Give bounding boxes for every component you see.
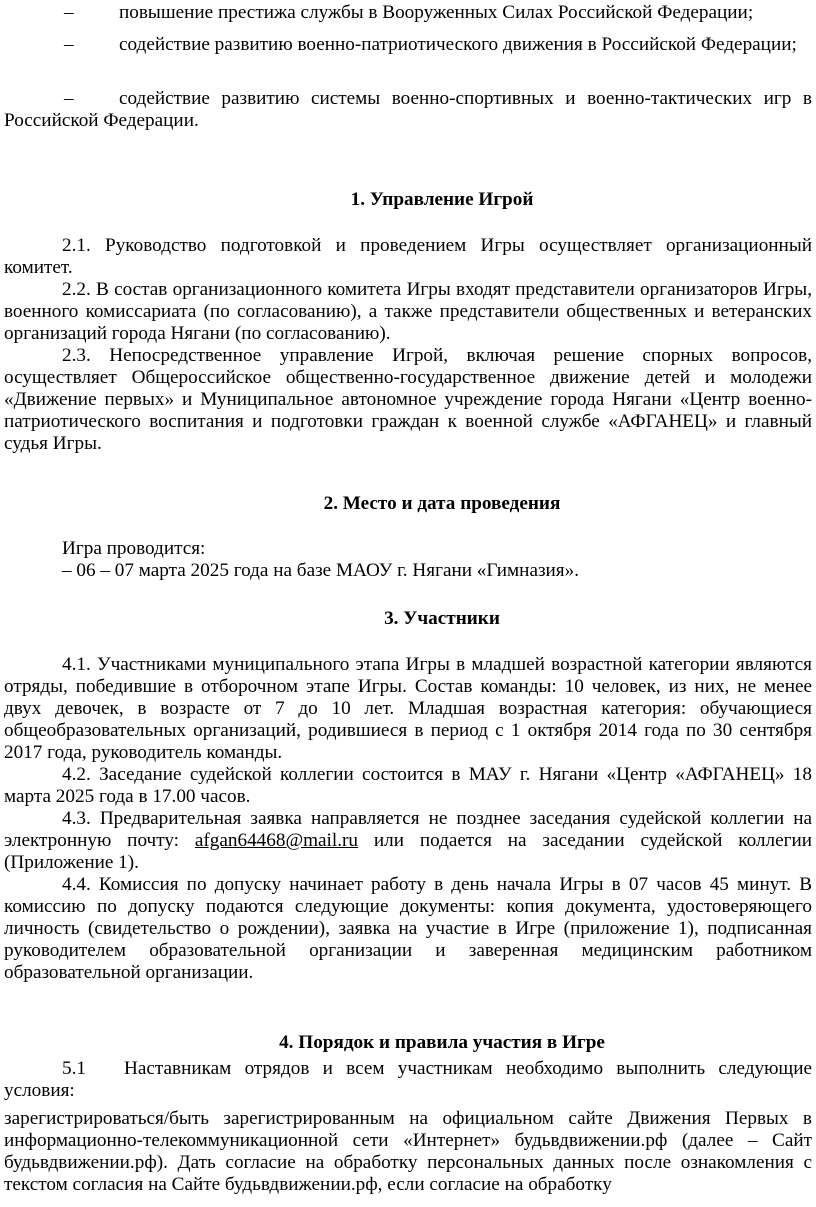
bullet-text: содействие развитию системы военно-спортивных и военно-тактических игр в Российской Федерации. — [4, 88, 812, 131]
paragraph-5-1-text: Наставникам отрядов и всем участникам необходимо выполнить следующие условия: — [4, 1058, 812, 1101]
bullet-text: содействие развитию военно-патриотического движения в Российской Федерации; — [119, 34, 797, 55]
email-link[interactable]: afgan64468@mail.ru — [194, 830, 358, 851]
bullet-dash: – — [64, 34, 74, 55]
section-management-body — [4, 235, 812, 455]
bullet-dash: – — [64, 2, 74, 23]
place-date-line: – 06 – 07 марта 2025 года на базе МАОУ г. Нягани «Гимназия». — [62, 560, 580, 581]
paragraph-2-2: 2.2. В состав организационного комитета Игры входят представители организаторов Игры, военного комиссариата (по согласованию), а также представители общественных и ветеранских организаций города Нягани (по согласованию). — [4, 279, 812, 344]
bullet-item — [4, 88, 812, 132]
bullet-text: повышение престижа службы в Вооруженных Силах Российской Федерации; — [119, 2, 754, 23]
paragraph-4-3-text: 4.3. Предварительная заявка направляется не позднее заседания судейской коллегии на электронную почту: — [4, 808, 812, 851]
paragraph-registration: зарегистрироваться/быть зарегистрированным на официальном сайте Движения Первых в информационно-телекоммуникационной сети «Интернет» будьвдвижении.рф (далее – Сайт будьвдвижении.рф). Дать согласие на обработку персональных данных после ознакомления с текстом согласия на Сайте будьвдвижении.рф, если согласие на обработку — [4, 1108, 812, 1195]
paragraph-4-2: 4.2. Заседание судейской коллегии состоится в МАУ г. Нягани «Центр «АФГАНЕЦ» 18 марта 2025 года в 17.00 часов. — [4, 764, 812, 807]
paragraph-4-3 — [4, 808, 812, 874]
paragraph-2-1: 2.1. Руководство подготовкой и проведением Игры осуществляет организационный комитет. — [4, 235, 812, 278]
bullet-item — [4, 2, 812, 24]
section-participants-body — [4, 654, 812, 984]
section-heading-place-date: 2. Место и дата проведения — [323, 493, 561, 514]
section-place-date-body — [4, 538, 812, 582]
section-rules-body — [4, 1058, 812, 1196]
bullet-dash: – — [64, 88, 74, 109]
paragraph-5-1-number: 5.1 — [62, 1058, 86, 1079]
bullet-item — [4, 34, 812, 56]
paragraph-4-4: 4.4. Комиссия по допуску начинает работу в день начала Игры в 07 часов 45 минут. В комиссию по допуску подаются следующие документы: копия документа, удостоверяющего личность (свидетельство о рождении), заявка на участие в Игре (приложение 1), подписанная руководителем образовательной организации и заверенная медицинским работником образовательной организации. — [4, 874, 812, 983]
section-heading-management: 1. Управление Игрой — [350, 189, 534, 210]
paragraph-2-3: 2.3. Непосредственное управление Игрой, включая решение спорных вопросов, осуществляет Общероссийское общественно-государственное движение детей и молодежи «Движение первых» и Муниципальное автономное учреждение города Нягани «Центр военно-патриотического воспитания и подготовки граждан к военной службе «АФГАНЕЦ» и главный судья Игры. — [4, 345, 812, 454]
place-intro: Игра проводится: — [62, 538, 206, 559]
section-heading-participants: 3. Участники — [384, 608, 500, 629]
paragraph-4-1: 4.1. Участниками муниципального этапа Игры в младшей возрастной категории являются отряды, победившие в отборочном этапе Игры. Состав команды: 10 человек, из них, не менее двух девочек, в возрасте от 7 до 10 лет. Младшая возрастная категория: обучающиеся общеобразовательных организаций, родившиеся в период с 1 октября 2014 года по 30 сентября 2017 года, руководитель команды. — [4, 654, 812, 763]
paragraph-5-1 — [4, 1058, 812, 1102]
section-heading-rules: 4. Порядок и правила участия в Игре — [279, 1032, 605, 1053]
paragraph-4-3-tail: или подается на заседании судейской коллегии (Приложение 1). — [4, 830, 812, 873]
